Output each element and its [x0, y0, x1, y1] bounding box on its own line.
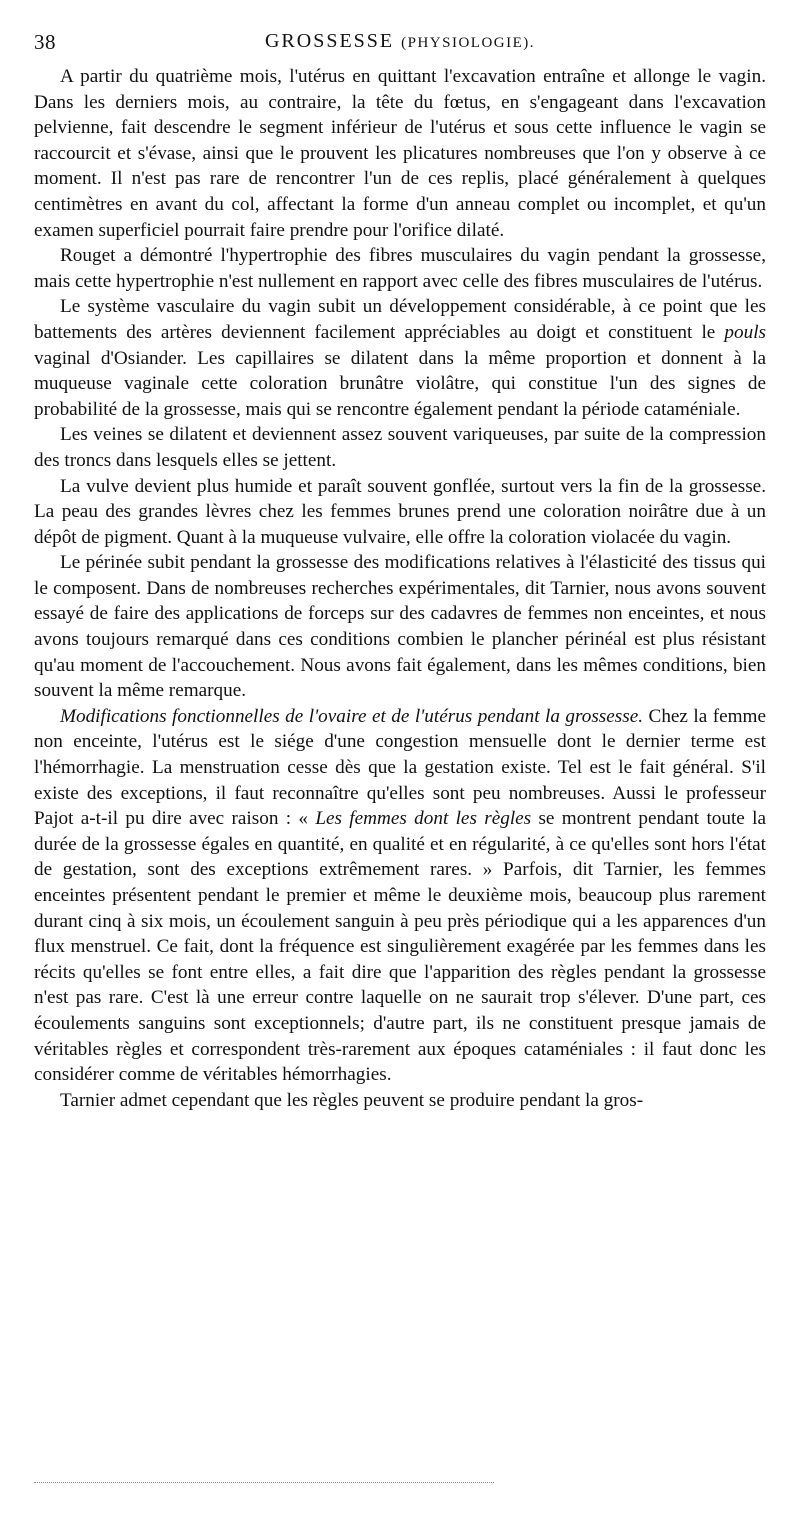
paragraph-perinee: Le périnée subit pendant la grossesse des modifications relatives à l'élasticité des tissus qui le composent. Dans de nombreuses recherches expérimentales, dit Tarnier, nous avons souvent essayé de faire des applications de forceps sur des cadavres de femmes non enceintes, et nous avons toujours remarqué dans ces conditions combien le plancher périnéal est plus résistant qu'au moment de l'accouchement. Nous avons fait également, dans les mêmes conditions, bien souvent la même remarque.: [34, 552, 766, 702]
footer-rule: [34, 1482, 494, 1485]
paragraph-vulve: La vulve devient plus humide et paraît souvent gonflée, surtout vers la fin de la grossesse. La peau des grandes lèvres chez les femmes brunes prend une coloration noirâtre due à un dépôt de pigment. Quant à la muqueuse vulvaire, elle offre la coloration violacée du vagin.: [34, 475, 766, 548]
text-run: se montrent pendant toute la durée de la grossesse égales en quantité, en qualité et en régularité, à ce qu'elles sont hors l'état de gestation, sont des exceptions extrêmement rares. » Parfois, dit Tarnier, les femmes enceintes présentent pendant le premier et même le deuxième mois, beaucoup plus rarement durant cinq à six mois, un écoulement sanguin à peu près périodique qui a les apparences d'un flux menstruel. Ce fait, dont la fréquence est singulièrement exagérée par les femmes dans les récits qu'elles se font entre elles, a fait dire que l'apparition des règles pendant la grossesse n'est pas rare. C'est là une erreur contre laquelle on ne saurait trop s'élever. D'une part, ces écoulements sanguins sont exceptionnels; d'autre part, ils ne constituent presque jamais de véritables règles et correspondent très-rarement aux époques cataméniales : il faut donc les considérer comme de véritables hémorrhagies.: [34, 808, 766, 1086]
paragraph-tarnier-admet: Tarnier admet cependant que les règles peuvent se produire pendant la gros-: [60, 1089, 644, 1111]
section-heading-italic: Modifications fonctionnelles de l'ovaire et de l'utérus pendant la grossesse.: [60, 705, 644, 727]
running-title-main: GROSSESSE: [264, 30, 395, 52]
italic-quote: Les femmes dont les règles: [315, 808, 532, 830]
paragraph-systeme-vasculaire: [34, 294, 766, 422]
paragraph-rouget: Rouget a démontré l'hypertrophie des fibres musculaires du vagin pendant la grossesse, mais cette hypertrophie n'est nullement en rapport avec celle des fibres musculaires de l'utérus.: [34, 245, 766, 292]
running-header: [34, 28, 766, 58]
italic-term: pouls: [724, 321, 766, 343]
running-title-sub: (PHYSIOLOGIE).: [401, 35, 536, 51]
paragraph-modifications-fonctionnelles: [34, 704, 766, 1088]
body-text: [34, 64, 766, 1113]
running-title: [34, 30, 766, 53]
paragraph-veines: Les veines se dilatent et deviennent assez souvent variqueuses, par suite de la compression des troncs dans lesquels elles se jettent.: [34, 424, 766, 471]
text-run: Le système vasculaire du vagin subit un développement considérable, à ce point que les battements des artères deviennent facilement appréciables au doigt et constituent le: [34, 296, 766, 343]
paragraph-vagin-allongement: A partir du quatrième mois, l'utérus en quittant l'excavation entraîne et allonge le vagin. Dans les derniers mois, au contraire, la tête du fœtus, en s'engageant dans l'excavation pelvienne, fait descendre le segment inférieur de l'utérus et sous cette influence le vagin se raccourcit et s'évase, ainsi que le prouvent les plicatures nombreuses que l'on y observe à ce moment. Il n'est pas rare de rencontrer l'un de ces replis, placé généralement à quelques centimètres en avant du col, affectant la forme d'un anneau complet ou incomplet, et qu'un examen superficiel pourrait faire prendre pour l'orifice dilaté.: [34, 66, 766, 241]
text-run: Chez la femme non enceinte, l'utérus est le siége d'une congestion mensuelle dont le dernier terme est l'hémorrhagie. La menstruation cesse dès que la gestation existe. Tel est le fait général. S'il existe des exceptions, il faut reconnaître qu'elles sont peu nombreuses. Aussi le professeur Pajot a-t-il pu dire avec raison : «: [34, 705, 766, 830]
page-number: 38: [34, 30, 56, 54]
text-run: vaginal d'Osiander. Les capillaires se dilatent dans la même proportion et donnent à la muqueuse vaginale cette coloration brunâtre violâtre, qui constitue l'un des signes de probabilité de la grossesse, mais qui se rencontre également pendant la période cataméniale.: [34, 347, 766, 420]
